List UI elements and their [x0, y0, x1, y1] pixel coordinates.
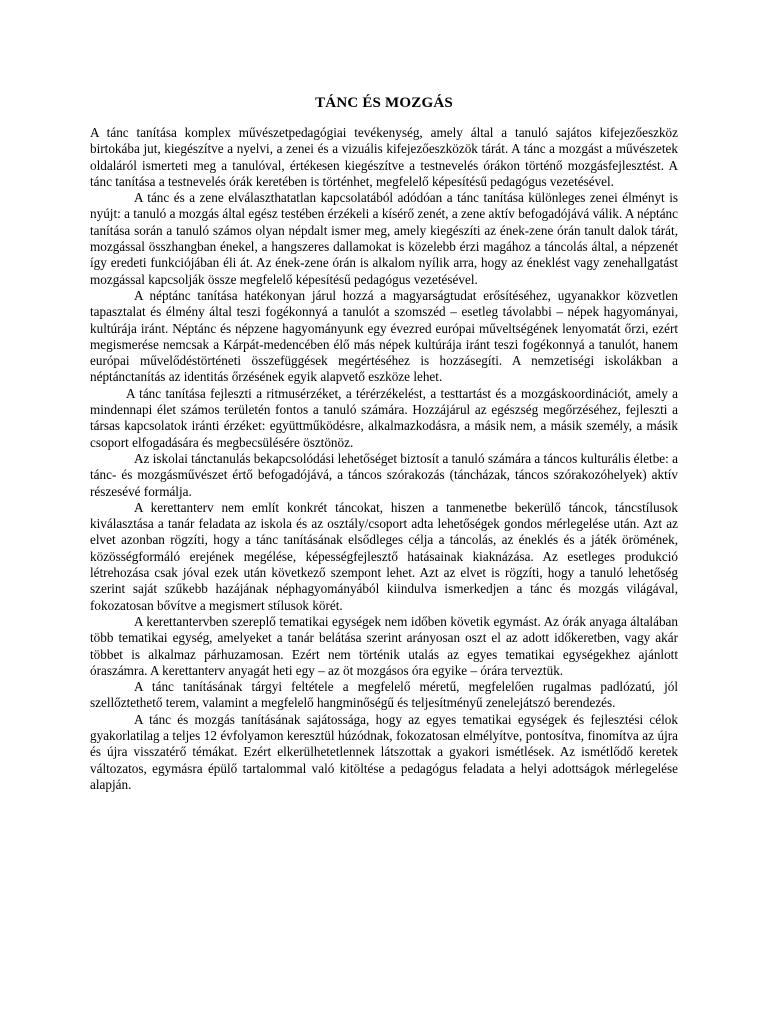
- paragraph-music: A tánc és a zene elválaszthatatlan kapcsolatából adódóan a tánc tanítása különleges zenei élményt is nyújt: a tanuló a mozgás által egész testében érzékeli a kísérő zenét, a zene aktív befogadójává válik. A néptánc tanítása során a tanuló számos olyan népdalt ismer meg, amely kiegészíti az ének-zene órán tanult dalok tárát, mozgással összhangban énekel, a hangszeres dallamokat is közelebb érzi magához a táncolás által, a népzenét így eredeti funkciójában éli át. Az ének-zene órán is alkalom nyílik arra, hogy az éneklést vagy zenehallgatást mozgással kapcsolják össze megfelelő képesítésű pedagógus vezetésével.: [90, 190, 678, 287]
- document-page: [90, 94, 678, 793]
- paragraph-intro: A tánc tanítása komplex művészetpedagógiai tevékenység, amely által a tanuló sajátos kifejezőeszköz birtokába jut, kiegészítve a nyelvi, a zenei és a vizuális kifejezőeszközök tárát. A tánc a mozgást a művészetek oldaláról ismerteti meg a tanulóval, értékesen kiegészítve a testnevelés órákon történő mozgásfejlesztést. A tánc tanítása a testnevelés órák keretében is történhet, megfelelő képesítésű pedagógus vezetésével.: [90, 125, 678, 189]
- paragraph-development: A tánc tanítása fejleszti a ritmusérzéket, a térérzékelést, a testtartást és a mozgáskoordinációt, amely a mindennapi élet számos területén fontos a tanuló számára. Hozzájárul az egészség megőrzéséhez, fejleszti a társas kapcsolatok iránti érzéket: együttműködésre, alkalmazkodásra, a másik nem, a másik személy, a másik csoport elfogadására és megbecsülésére ösztönöz.: [90, 385, 678, 450]
- paragraph-thematic-units: A kerettantervben szereplő tematikai egységek nem időben követik egymást. Az órák anyaga általában több tematikai egység, amelyeket a tanár belátása szerint arányosan oszt el az adott időkeretben, vagy akár többet is alkalmaz párhuzamosan. Ezért nem történik utalás az egyes tematikai egységekhez ajánlott óraszámra. A kerettanterv anyagát heti egy – az öt mozgásos óra egyike – órára terveztük.: [90, 613, 678, 678]
- document-title: TÁNC ÉS MOZGÁS: [315, 95, 453, 111]
- paragraph-school-dance: Az iskolai tánctanulás bekapcsolódási lehetőséget biztosít a tanuló számára a táncos kulturális életbe: a tánc- és mozgásművészet értő befogadójává, a táncos szórakozás (táncházak, táncos szórakozóhelyek) aktív részesévé formálja.: [90, 450, 678, 499]
- paragraph-curriculum: A kerettanterv nem említ konkrét táncokat, hiszen a tanmenetbe bekerülő táncok, táncstílusok kiválasztása a tanár feladata az iskola és az osztály/csoport adta lehetőségek gondos mérlegelése után. Azt az elvet azonban rögzíti, hogy a tánc tanításának elsődleges célja a táncolás, az éneklés és a játék örömének, közösségformáló erejének megélése, képességfejlesztő hatásainak kiaknázása. Az esetleges produkció létrehozása csak jóval ezek után következő szempont lehet. Azt az elvet is rögzíti, hogy a tanuló lehetőség szerint saját szűkebb hazájának néphagyományából kiindulva ismerkedjen a tánc és mozgás világával, fokozatosan bővítve a megismert stílusok körét.: [90, 499, 678, 613]
- paragraph-folk-dance: A néptánc tanítása hatékonyan járul hozzá a magyarságtudat erősítéséhez, ugyanakkor közvetlen tapasztalat és élmény által teszi fogékonnyá a tanulót a szomszéd – esetleg távolabbi – népek hagyományai, kultúrája iránt. Néptánc és népzene hagyományunk egy évezred európai műveltségének lenyomatát őrzi, ezért megismerése nemcsak a Kárpát-medencében élő más népek kultúrája iránt teszi fogékonnyá a tanulót, hanem európai művelődéstörténeti összefüggések megértéséhez is hozzásegíti. A nemzetiségi iskolákban a néptánctanítás az identitás őrzésének egyik alapvető eszköze lehet.: [90, 287, 678, 385]
- paragraph-conditions: A tánc tanításának tárgyi feltétele a megfelelő méretű, megfelelően rugalmas padlózatú, jól szellőztethető terem, valamint a megfelelő hangminőségű és teljesítményű zenelejátszó berendezés.: [90, 679, 678, 711]
- paragraph-repetition: A tánc és mozgás tanításának sajátossága, hogy az egyes tematikai egységek és fejlesztési célok gyakorlatilag a teljes 12 évfolyamon keresztül húzódnak, fokozatosan elmélyítve, pontosítva, finomítva az újra és újra visszatérő témákat. Ezért elkerülhetetlennek látszottak a gyakori ismétlések. Az ismétlődő keretek változatos, egymásra épülő tartalommal való kitöltése a pedagógus feladata a helyi adottságok mérlegelése alapján.: [90, 711, 678, 792]
